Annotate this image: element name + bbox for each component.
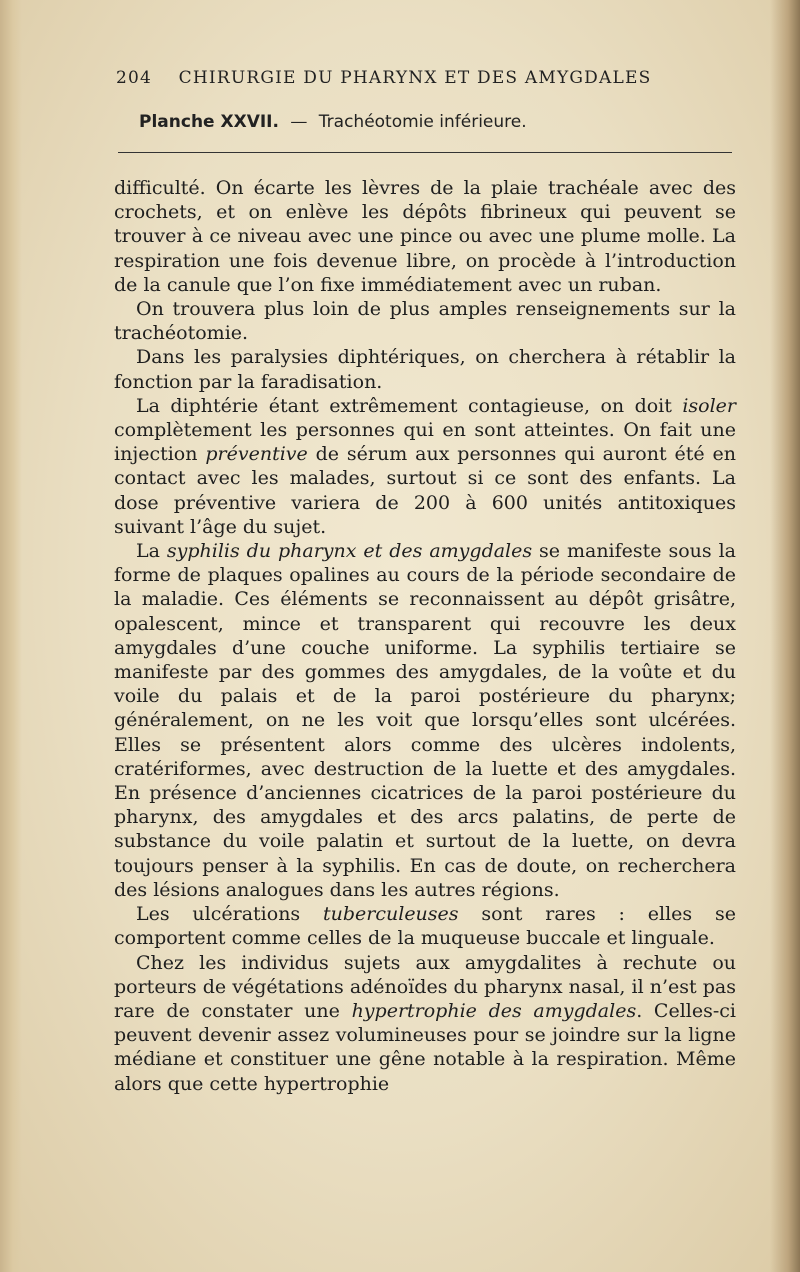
plate-number: Planche XXVII. — [139, 112, 279, 132]
body-text — [114, 176, 736, 1096]
text-run: Chez les individus sujets aux amygdalites à rechute ou porteurs de végétations adénoïdes du pharynx nasal, il n’est pas rare de constater une — [114, 951, 736, 1022]
italic-text: tuberculeuses — [323, 903, 459, 926]
paragraph — [114, 951, 736, 1096]
paragraph — [114, 297, 736, 345]
header-rule — [118, 152, 732, 153]
text-run: se manifeste sous la forme de plaques opalines au cours de la période secondaire de la maladie. Ces éléments se reconnaissent au dépôt grisâtre, opalescent, mince et transparent qui recouvre les deux amygdales d’une couche uniforme. La syphilis tertiaire se manifeste par des gommes des amygdales, de la voûte et du voile du palais et de la paroi postérieure du pharynx; généralement, on ne les voit que lorsqu’elles sont ulcérées. Elles se présentent alors comme des ulcères indolents, cratériformes, avec destruction de la luette et des amygdales. En présence d’anciennes cicatrices de la paroi postérieure du pharynx, des amygdales et des arcs palatins, de perte de substance du voile palatin et surtout de la luette, on devra toujours penser à la syphilis. En cas de doute, on recherchera des lésions analogues dans les autres régions. — [114, 540, 736, 901]
text-run: . Celles-ci peuvent devenir assez volumineuses pour se joindre sur la ligne médiane et constituer une gêne notable à la respiration. Même alors que cette hypertrophie — [114, 999, 736, 1095]
italic-text: préventive — [205, 443, 308, 466]
page-right-edge-shading — [770, 0, 800, 1272]
text-run: difficulté. On écarte les lèvres de la plaie trachéale avec des crochets, et on enlève les dépôts fibrineux qui peuvent se trouver à ce niveau avec une pince ou avec une plume molle. La respiration une fois devenue libre, on procède à l’introduction de la canule que l’on fixe immédiatement avec un ruban. — [114, 177, 736, 296]
paragraph — [114, 345, 736, 393]
plate-separator: — — [290, 112, 308, 132]
plate-title: Trachéotomie inférieure. — [318, 112, 527, 132]
text-run: Les ulcérations — [136, 903, 323, 926]
text-run: On trouvera plus loin de plus amples renseignements sur la trachéotomie. — [114, 298, 736, 345]
running-header — [116, 68, 676, 88]
paragraph — [114, 539, 736, 902]
text-run: Dans les paralysies diphtériques, on cherchera à rétablir la fonction par la faradisation. — [114, 346, 736, 393]
page-left-edge-shading — [0, 0, 22, 1272]
running-title: CHIRURGIE DU PHARYNX ET DES AMYGDALES — [178, 68, 652, 88]
plate-caption — [139, 112, 527, 132]
paragraph — [114, 902, 736, 950]
text-run: La diphtérie étant extrêmement contagieuse, on doit — [136, 394, 683, 417]
text-run: La — [136, 540, 167, 563]
text-run: sont rares : elles se comportent comme celles de la muqueuse buccale et linguale. — [114, 903, 736, 950]
paragraph — [114, 176, 736, 297]
italic-text: syphilis du pharynx et des amygdales — [166, 540, 533, 563]
italic-text: isoler — [682, 394, 736, 417]
text-run: complètement les personnes qui en sont atteintes. On fait une injection — [114, 419, 736, 466]
italic-text: hypertrophie des amygdales — [351, 999, 637, 1022]
page-number: 204 — [116, 68, 153, 88]
text-run: de sérum aux personnes qui auront été en contact avec les malades, surtout si ce sont des enfants. La dose préventive variera de 200 à 600 unités antitoxiques suivant l’âge du sujet. — [114, 443, 736, 538]
paragraph — [114, 394, 736, 539]
